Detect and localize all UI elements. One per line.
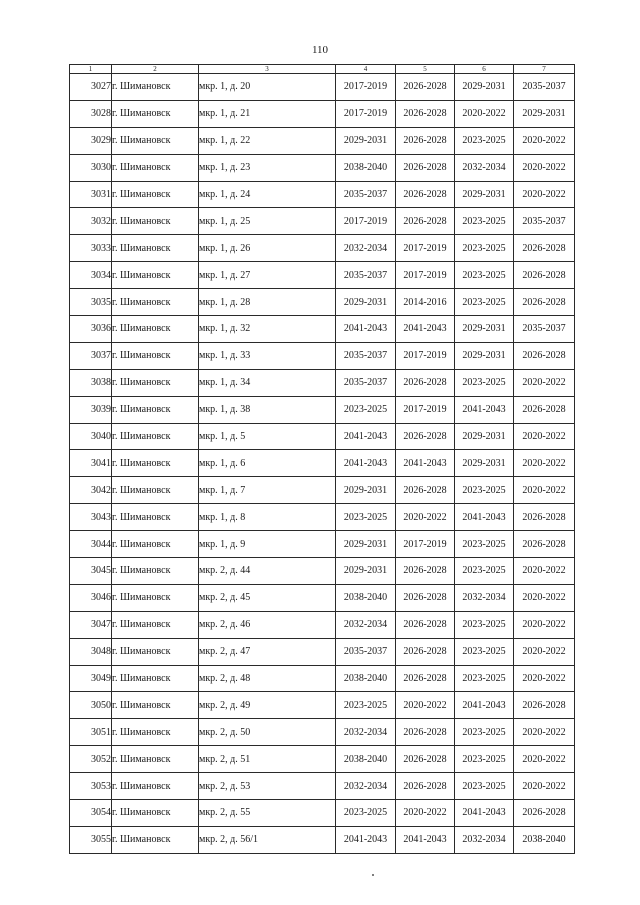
row-number-cell: 3052 bbox=[70, 746, 112, 773]
period-col7-cell: 2020-2022 bbox=[514, 127, 575, 154]
period-col7-cell: 2020-2022 bbox=[514, 558, 575, 585]
period-col4-cell: 2029-2031 bbox=[336, 531, 396, 558]
settlement-cell: г. Шимановск bbox=[112, 289, 199, 316]
period-col5-cell: 2017-2019 bbox=[396, 396, 455, 423]
table-row bbox=[70, 477, 575, 504]
row-number-cell: 3043 bbox=[70, 504, 112, 531]
table-row bbox=[70, 100, 575, 127]
table-row bbox=[70, 208, 575, 235]
row-number-cell: 3045 bbox=[70, 558, 112, 585]
table-row bbox=[70, 584, 575, 611]
period-col7-cell: 2026-2028 bbox=[514, 504, 575, 531]
table-body bbox=[70, 74, 575, 854]
period-col7-cell: 2038-2040 bbox=[514, 826, 575, 853]
table-row bbox=[70, 746, 575, 773]
column-header: 5 bbox=[396, 65, 455, 74]
settlement-cell: г. Шимановск bbox=[112, 584, 199, 611]
period-col7-cell: 2020-2022 bbox=[514, 450, 575, 477]
period-col7-cell: 2020-2022 bbox=[514, 369, 575, 396]
period-col4-cell: 2029-2031 bbox=[336, 477, 396, 504]
column-header: 2 bbox=[112, 65, 199, 74]
period-col6-cell: 2041-2043 bbox=[455, 800, 514, 827]
table-row bbox=[70, 74, 575, 101]
period-col4-cell: 2032-2034 bbox=[336, 719, 396, 746]
period-col5-cell: 2026-2028 bbox=[396, 558, 455, 585]
period-col6-cell: 2023-2025 bbox=[455, 719, 514, 746]
settlement-cell: г. Шимановск bbox=[112, 558, 199, 585]
column-header: 4 bbox=[336, 65, 396, 74]
period-col6-cell: 2020-2022 bbox=[455, 100, 514, 127]
table-row bbox=[70, 235, 575, 262]
period-col4-cell: 2032-2034 bbox=[336, 235, 396, 262]
period-col5-cell: 2026-2028 bbox=[396, 423, 455, 450]
period-col7-cell: 2026-2028 bbox=[514, 692, 575, 719]
address-cell: мкр. 1, д. 21 bbox=[199, 100, 336, 127]
period-col6-cell: 2023-2025 bbox=[455, 558, 514, 585]
period-col4-cell: 2041-2043 bbox=[336, 450, 396, 477]
period-col5-cell: 2017-2019 bbox=[396, 235, 455, 262]
period-col6-cell: 2023-2025 bbox=[455, 531, 514, 558]
table-row bbox=[70, 423, 575, 450]
period-col6-cell: 2023-2025 bbox=[455, 235, 514, 262]
address-cell: мкр. 2, д. 55 bbox=[199, 800, 336, 827]
period-col7-cell: 2026-2028 bbox=[514, 342, 575, 369]
address-cell: мкр. 1, д. 25 bbox=[199, 208, 336, 235]
period-col6-cell: 2023-2025 bbox=[455, 289, 514, 316]
period-col5-cell: 2026-2028 bbox=[396, 181, 455, 208]
page-number: 110 bbox=[311, 44, 329, 56]
period-col7-cell: 2020-2022 bbox=[514, 477, 575, 504]
period-col7-cell: 2026-2028 bbox=[514, 800, 575, 827]
address-cell: мкр. 2, д. 48 bbox=[199, 665, 336, 692]
table-row bbox=[70, 638, 575, 665]
table-row bbox=[70, 800, 575, 827]
period-col4-cell: 2023-2025 bbox=[336, 692, 396, 719]
table-row bbox=[70, 154, 575, 181]
address-cell: мкр. 1, д. 20 bbox=[199, 74, 336, 101]
period-col5-cell: 2020-2022 bbox=[396, 800, 455, 827]
row-number-cell: 3027 bbox=[70, 74, 112, 101]
table-row bbox=[70, 262, 575, 289]
period-col7-cell: 2035-2037 bbox=[514, 208, 575, 235]
address-cell: мкр. 1, д. 23 bbox=[199, 154, 336, 181]
period-col5-cell: 2026-2028 bbox=[396, 208, 455, 235]
row-number-cell: 3033 bbox=[70, 235, 112, 262]
period-col5-cell: 2026-2028 bbox=[396, 638, 455, 665]
address-cell: мкр. 1, д. 9 bbox=[199, 531, 336, 558]
settlement-cell: г. Шимановск bbox=[112, 396, 199, 423]
period-col7-cell: 2020-2022 bbox=[514, 638, 575, 665]
period-col6-cell: 2023-2025 bbox=[455, 369, 514, 396]
table-row bbox=[70, 773, 575, 800]
settlement-cell: г. Шимановск bbox=[112, 154, 199, 181]
address-cell: мкр. 1, д. 32 bbox=[199, 316, 336, 343]
settlement-cell: г. Шимановск bbox=[112, 450, 199, 477]
address-cell: мкр. 1, д. 27 bbox=[199, 262, 336, 289]
row-number-cell: 3051 bbox=[70, 719, 112, 746]
scan-speck bbox=[372, 874, 374, 876]
row-number-cell: 3037 bbox=[70, 342, 112, 369]
period-col4-cell: 2017-2019 bbox=[336, 74, 396, 101]
period-col7-cell: 2020-2022 bbox=[514, 423, 575, 450]
row-number-cell: 3038 bbox=[70, 369, 112, 396]
row-number-cell: 3047 bbox=[70, 611, 112, 638]
period-col7-cell: 2020-2022 bbox=[514, 746, 575, 773]
period-col6-cell: 2029-2031 bbox=[455, 342, 514, 369]
table-row bbox=[70, 504, 575, 531]
period-col7-cell: 2020-2022 bbox=[514, 181, 575, 208]
period-col5-cell: 2020-2022 bbox=[396, 504, 455, 531]
period-col4-cell: 2038-2040 bbox=[336, 154, 396, 181]
address-cell: мкр. 1, д. 33 bbox=[199, 342, 336, 369]
period-col7-cell: 2026-2028 bbox=[514, 396, 575, 423]
period-col4-cell: 2023-2025 bbox=[336, 800, 396, 827]
table-row bbox=[70, 396, 575, 423]
period-col4-cell: 2017-2019 bbox=[336, 100, 396, 127]
settlement-cell: г. Шимановск bbox=[112, 208, 199, 235]
period-col5-cell: 2041-2043 bbox=[396, 316, 455, 343]
period-col6-cell: 2023-2025 bbox=[455, 746, 514, 773]
period-col6-cell: 2023-2025 bbox=[455, 208, 514, 235]
address-cell: мкр. 1, д. 34 bbox=[199, 369, 336, 396]
column-header: 3 bbox=[199, 65, 336, 74]
period-col5-cell: 2026-2028 bbox=[396, 746, 455, 773]
settlement-cell: г. Шимановск bbox=[112, 665, 199, 692]
row-number-cell: 3046 bbox=[70, 584, 112, 611]
period-col4-cell: 2038-2040 bbox=[336, 584, 396, 611]
period-col5-cell: 2026-2028 bbox=[396, 611, 455, 638]
period-col6-cell: 2023-2025 bbox=[455, 773, 514, 800]
period-col4-cell: 2035-2037 bbox=[336, 638, 396, 665]
table-row bbox=[70, 719, 575, 746]
row-number-cell: 3030 bbox=[70, 154, 112, 181]
period-col7-cell: 2020-2022 bbox=[514, 665, 575, 692]
period-col5-cell: 2026-2028 bbox=[396, 369, 455, 396]
period-col6-cell: 2023-2025 bbox=[455, 611, 514, 638]
address-cell: мкр. 2, д. 45 bbox=[199, 584, 336, 611]
settlement-cell: г. Шимановск bbox=[112, 504, 199, 531]
period-col5-cell: 2014-2016 bbox=[396, 289, 455, 316]
settlement-cell: г. Шимановск bbox=[112, 74, 199, 101]
settlement-cell: г. Шимановск bbox=[112, 638, 199, 665]
address-cell: мкр. 2, д. 49 bbox=[199, 692, 336, 719]
period-col4-cell: 2029-2031 bbox=[336, 558, 396, 585]
period-col7-cell: 2020-2022 bbox=[514, 584, 575, 611]
period-col5-cell: 2026-2028 bbox=[396, 154, 455, 181]
period-col5-cell: 2017-2019 bbox=[396, 531, 455, 558]
period-col6-cell: 2029-2031 bbox=[455, 450, 514, 477]
table-header bbox=[70, 65, 575, 74]
period-col4-cell: 2029-2031 bbox=[336, 289, 396, 316]
row-number-cell: 3040 bbox=[70, 423, 112, 450]
row-number-cell: 3031 bbox=[70, 181, 112, 208]
settlement-cell: г. Шимановск bbox=[112, 746, 199, 773]
period-col4-cell: 2017-2019 bbox=[336, 208, 396, 235]
address-cell: мкр. 1, д. 8 bbox=[199, 504, 336, 531]
period-col5-cell: 2026-2028 bbox=[396, 584, 455, 611]
row-number-cell: 3035 bbox=[70, 289, 112, 316]
period-col6-cell: 2023-2025 bbox=[455, 477, 514, 504]
settlement-cell: г. Шимановск bbox=[112, 262, 199, 289]
period-col7-cell: 2020-2022 bbox=[514, 719, 575, 746]
table-row bbox=[70, 665, 575, 692]
period-col5-cell: 2041-2043 bbox=[396, 826, 455, 853]
row-number-cell: 3041 bbox=[70, 450, 112, 477]
address-cell: мкр. 1, д. 24 bbox=[199, 181, 336, 208]
row-number-cell: 3055 bbox=[70, 826, 112, 853]
settlement-cell: г. Шимановск bbox=[112, 316, 199, 343]
column-number-row bbox=[70, 65, 575, 74]
settlement-cell: г. Шимановск bbox=[112, 531, 199, 558]
table-row bbox=[70, 826, 575, 853]
row-number-cell: 3039 bbox=[70, 396, 112, 423]
period-col6-cell: 2023-2025 bbox=[455, 127, 514, 154]
period-col4-cell: 2023-2025 bbox=[336, 396, 396, 423]
settlement-cell: г. Шимановск bbox=[112, 423, 199, 450]
table-row bbox=[70, 531, 575, 558]
table-row bbox=[70, 558, 575, 585]
period-col4-cell: 2038-2040 bbox=[336, 746, 396, 773]
period-col7-cell: 2026-2028 bbox=[514, 531, 575, 558]
period-col6-cell: 2029-2031 bbox=[455, 74, 514, 101]
address-cell: мкр. 2, д. 56/1 bbox=[199, 826, 336, 853]
row-number-cell: 3034 bbox=[70, 262, 112, 289]
period-col4-cell: 2041-2043 bbox=[336, 316, 396, 343]
settlement-cell: г. Шимановск bbox=[112, 611, 199, 638]
address-cell: мкр. 2, д. 47 bbox=[199, 638, 336, 665]
row-number-cell: 3054 bbox=[70, 800, 112, 827]
settlement-cell: г. Шимановск bbox=[112, 235, 199, 262]
period-col5-cell: 2017-2019 bbox=[396, 342, 455, 369]
row-number-cell: 3049 bbox=[70, 665, 112, 692]
settlement-cell: г. Шимановск bbox=[112, 369, 199, 396]
period-col4-cell: 2035-2037 bbox=[336, 181, 396, 208]
period-col6-cell: 2029-2031 bbox=[455, 181, 514, 208]
period-col5-cell: 2026-2028 bbox=[396, 74, 455, 101]
address-cell: мкр. 1, д. 28 bbox=[199, 289, 336, 316]
period-col6-cell: 2023-2025 bbox=[455, 638, 514, 665]
table-row bbox=[70, 692, 575, 719]
period-col6-cell: 2032-2034 bbox=[455, 154, 514, 181]
table-row bbox=[70, 316, 575, 343]
settlement-cell: г. Шимановск bbox=[112, 181, 199, 208]
period-col6-cell: 2029-2031 bbox=[455, 423, 514, 450]
period-col6-cell: 2029-2031 bbox=[455, 316, 514, 343]
settlement-cell: г. Шимановск bbox=[112, 477, 199, 504]
period-col4-cell: 2035-2037 bbox=[336, 342, 396, 369]
period-col7-cell: 2026-2028 bbox=[514, 289, 575, 316]
period-col5-cell: 2026-2028 bbox=[396, 719, 455, 746]
table-row bbox=[70, 127, 575, 154]
period-col6-cell: 2023-2025 bbox=[455, 262, 514, 289]
period-col7-cell: 2026-2028 bbox=[514, 235, 575, 262]
row-number-cell: 3028 bbox=[70, 100, 112, 127]
period-col4-cell: 2038-2040 bbox=[336, 665, 396, 692]
period-col6-cell: 2041-2043 bbox=[455, 692, 514, 719]
table-row bbox=[70, 181, 575, 208]
period-col6-cell: 2032-2034 bbox=[455, 584, 514, 611]
column-header: 6 bbox=[455, 65, 514, 74]
row-number-cell: 3050 bbox=[70, 692, 112, 719]
address-cell: мкр. 1, д. 5 bbox=[199, 423, 336, 450]
settlement-cell: г. Шимановск bbox=[112, 342, 199, 369]
address-cell: мкр. 2, д. 46 bbox=[199, 611, 336, 638]
settlement-cell: г. Шимановск bbox=[112, 826, 199, 853]
period-col4-cell: 2035-2037 bbox=[336, 369, 396, 396]
row-number-cell: 3042 bbox=[70, 477, 112, 504]
period-col5-cell: 2017-2019 bbox=[396, 262, 455, 289]
period-col7-cell: 2020-2022 bbox=[514, 154, 575, 181]
period-col6-cell: 2041-2043 bbox=[455, 396, 514, 423]
address-cell: мкр. 1, д. 7 bbox=[199, 477, 336, 504]
period-col4-cell: 2041-2043 bbox=[336, 826, 396, 853]
row-number-cell: 3032 bbox=[70, 208, 112, 235]
row-number-cell: 3048 bbox=[70, 638, 112, 665]
settlement-cell: г. Шимановск bbox=[112, 100, 199, 127]
period-col7-cell: 2035-2037 bbox=[514, 74, 575, 101]
period-col4-cell: 2032-2034 bbox=[336, 773, 396, 800]
period-col4-cell: 2035-2037 bbox=[336, 262, 396, 289]
period-col7-cell: 2026-2028 bbox=[514, 262, 575, 289]
period-col5-cell: 2041-2043 bbox=[396, 450, 455, 477]
table-row bbox=[70, 369, 575, 396]
period-col4-cell: 2029-2031 bbox=[336, 127, 396, 154]
period-col5-cell: 2026-2028 bbox=[396, 100, 455, 127]
period-col6-cell: 2041-2043 bbox=[455, 504, 514, 531]
settlement-cell: г. Шимановск bbox=[112, 773, 199, 800]
row-number-cell: 3053 bbox=[70, 773, 112, 800]
period-col4-cell: 2032-2034 bbox=[336, 611, 396, 638]
period-col5-cell: 2026-2028 bbox=[396, 127, 455, 154]
column-header: 7 bbox=[514, 65, 575, 74]
period-col7-cell: 2029-2031 bbox=[514, 100, 575, 127]
address-cell: мкр. 1, д. 6 bbox=[199, 450, 336, 477]
row-number-cell: 3036 bbox=[70, 316, 112, 343]
table-row bbox=[70, 342, 575, 369]
period-col7-cell: 2020-2022 bbox=[514, 773, 575, 800]
period-col7-cell: 2035-2037 bbox=[514, 316, 575, 343]
address-cell: мкр. 2, д. 50 bbox=[199, 719, 336, 746]
address-cell: мкр. 2, д. 44 bbox=[199, 558, 336, 585]
period-col6-cell: 2032-2034 bbox=[455, 826, 514, 853]
housing-repair-schedule-table bbox=[69, 64, 575, 854]
settlement-cell: г. Шимановск bbox=[112, 692, 199, 719]
period-col6-cell: 2023-2025 bbox=[455, 665, 514, 692]
row-number-cell: 3029 bbox=[70, 127, 112, 154]
table-row bbox=[70, 450, 575, 477]
column-header: 1 bbox=[70, 65, 112, 74]
table-row bbox=[70, 611, 575, 638]
period-col7-cell: 2020-2022 bbox=[514, 611, 575, 638]
period-col5-cell: 2026-2028 bbox=[396, 665, 455, 692]
row-number-cell: 3044 bbox=[70, 531, 112, 558]
table-row bbox=[70, 289, 575, 316]
address-cell: мкр. 1, д. 26 bbox=[199, 235, 336, 262]
period-col5-cell: 2026-2028 bbox=[396, 773, 455, 800]
address-cell: мкр. 1, д. 38 bbox=[199, 396, 336, 423]
period-col5-cell: 2026-2028 bbox=[396, 477, 455, 504]
settlement-cell: г. Шимановск bbox=[112, 127, 199, 154]
period-col5-cell: 2020-2022 bbox=[396, 692, 455, 719]
address-cell: мкр. 1, д. 22 bbox=[199, 127, 336, 154]
address-cell: мкр. 2, д. 53 bbox=[199, 773, 336, 800]
period-col4-cell: 2041-2043 bbox=[336, 423, 396, 450]
address-cell: мкр. 2, д. 51 bbox=[199, 746, 336, 773]
period-col4-cell: 2023-2025 bbox=[336, 504, 396, 531]
settlement-cell: г. Шимановск bbox=[112, 800, 199, 827]
settlement-cell: г. Шимановск bbox=[112, 719, 199, 746]
